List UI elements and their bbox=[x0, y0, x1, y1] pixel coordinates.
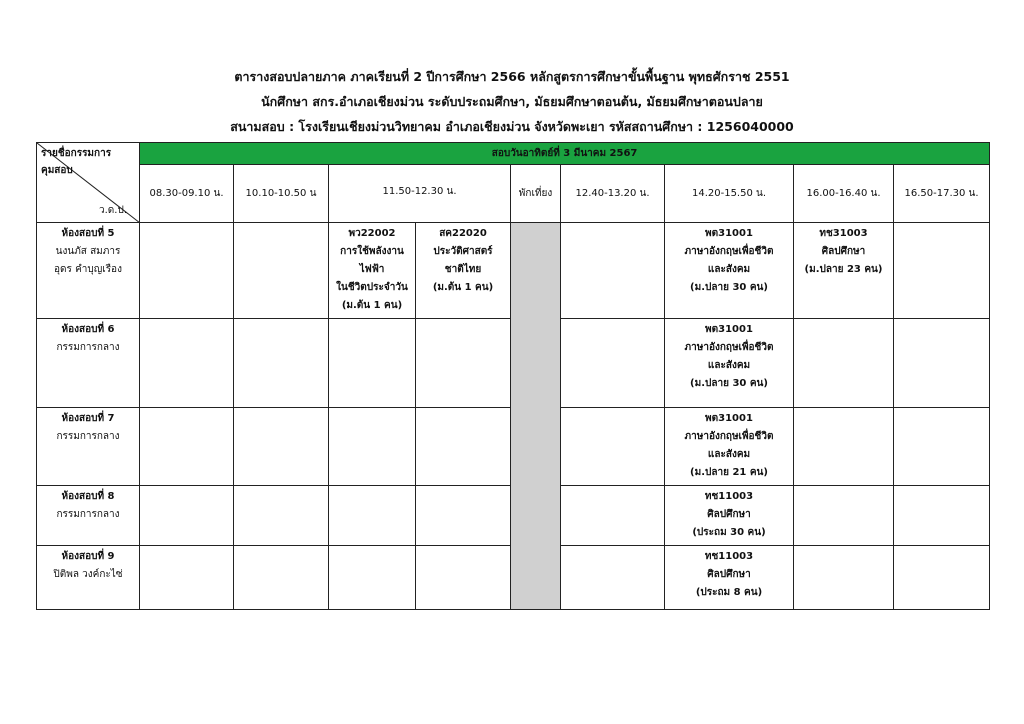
exam-cell bbox=[665, 546, 794, 610]
exam-cell bbox=[665, 319, 794, 408]
empty-cell bbox=[794, 408, 894, 486]
empty-cell bbox=[894, 319, 990, 408]
exam-schedule-table bbox=[36, 142, 990, 610]
exam-count: (ประถม 30 คน) bbox=[692, 527, 766, 538]
room-cell bbox=[37, 408, 140, 486]
proctor-name: อุดร คำบุญเรือง bbox=[54, 264, 122, 275]
empty-cell bbox=[234, 319, 329, 408]
slot-header: 08.30-09.10 น. bbox=[140, 165, 234, 223]
exam-count: (ม.ปลาย 30 คน) bbox=[690, 378, 768, 389]
lunch-header: พักเที่ยง bbox=[511, 165, 561, 223]
empty-cell bbox=[794, 486, 894, 546]
room-name: ห้องสอบที่ 8 bbox=[61, 491, 115, 502]
slot-header: 11.50-12.30 น. bbox=[329, 165, 511, 223]
empty-cell bbox=[140, 546, 234, 610]
table-row bbox=[37, 223, 990, 319]
empty-cell bbox=[894, 546, 990, 610]
empty-cell bbox=[234, 546, 329, 610]
exam-cell bbox=[329, 223, 416, 319]
empty-cell bbox=[329, 319, 416, 408]
proctor-name: กรรมการกลาง bbox=[56, 509, 120, 520]
empty-cell bbox=[561, 546, 665, 610]
empty-cell bbox=[140, 319, 234, 408]
room-name: ห้องสอบที่ 9 bbox=[61, 551, 115, 562]
exam-subject-line: และสังคม bbox=[707, 360, 751, 371]
empty-cell bbox=[416, 319, 511, 408]
exam-cell bbox=[794, 223, 894, 319]
exam-subject-line: ชาติไทย bbox=[444, 264, 482, 275]
exam-code: ทช11003 bbox=[704, 491, 754, 502]
empty-cell bbox=[894, 408, 990, 486]
exam-count: (ม.ต้น 1 คน) bbox=[432, 282, 494, 293]
empty-cell bbox=[140, 408, 234, 486]
proctor-name: กรรมการกลาง bbox=[56, 431, 120, 442]
room-cell bbox=[37, 546, 140, 610]
exam-code: พต31001 bbox=[705, 228, 753, 239]
exam-count: (ม.ปลาย 30 คน) bbox=[690, 282, 768, 293]
empty-cell bbox=[140, 223, 234, 319]
exam-subject-line: ภาษาอังกฤษเพื่อชีวิต bbox=[684, 246, 774, 257]
slot-header: 16.00-16.40 น. bbox=[794, 165, 894, 223]
exam-cell bbox=[665, 486, 794, 546]
corner-label-date: ว.ด.ป. bbox=[99, 205, 127, 216]
header-students-line: นักศึกษา สกร.อำเภอเชียงม่วน ระดับประถมศึกษา, มัธยมศึกษาตอนต้น, มัธยมศึกษาตอนปลาย bbox=[261, 94, 763, 109]
exam-subject-line: การใช้พลังงาน bbox=[340, 246, 404, 257]
exam-count: (ประถม 8 คน) bbox=[695, 587, 763, 598]
slot-header: 16.50-17.30 น. bbox=[894, 165, 990, 223]
exam-subject-line: ศิลปศึกษา bbox=[707, 509, 751, 520]
empty-cell bbox=[894, 486, 990, 546]
proctor-name: ปิติพล วงค์กะไซ่ bbox=[53, 569, 123, 580]
empty-cell bbox=[561, 408, 665, 486]
room-name: ห้องสอบที่ 6 bbox=[61, 324, 115, 335]
day-header: สอบวันอาทิตย์ที่ 3 มีนาคม 2567 bbox=[140, 143, 990, 165]
corner-label-proctors: รายชื่อกรรมการ bbox=[41, 148, 112, 159]
slot-header: 12.40-13.20 น. bbox=[561, 165, 665, 223]
empty-cell bbox=[329, 486, 416, 546]
exam-subject-line: และสังคม bbox=[707, 264, 751, 275]
empty-cell bbox=[561, 319, 665, 408]
lunch-break-band bbox=[511, 223, 561, 610]
room-cell bbox=[37, 486, 140, 546]
empty-cell bbox=[794, 319, 894, 408]
empty-cell bbox=[416, 408, 511, 486]
room-cell bbox=[37, 223, 140, 319]
exam-code: สค22020 bbox=[439, 228, 487, 239]
exam-cell bbox=[416, 223, 511, 319]
exam-count: (ม.ต้น 1 คน) bbox=[341, 300, 403, 311]
document-header bbox=[0, 64, 1024, 139]
slot-header: 10.10-10.50 น bbox=[234, 165, 329, 223]
exam-subject-line: ไฟฟ้า bbox=[359, 264, 385, 275]
corner-header-cell bbox=[37, 143, 140, 223]
empty-cell bbox=[561, 486, 665, 546]
room-name: ห้องสอบที่ 7 bbox=[61, 413, 115, 424]
empty-cell bbox=[416, 486, 511, 546]
exam-subject-line: ภาษาอังกฤษเพื่อชีวิต bbox=[684, 342, 774, 353]
empty-cell bbox=[416, 546, 511, 610]
slot-header: 14.20-15.50 น. bbox=[665, 165, 794, 223]
exam-count: (ม.ปลาย 23 คน) bbox=[804, 264, 883, 275]
exam-subject-line: ภาษาอังกฤษเพื่อชีวิต bbox=[684, 431, 774, 442]
room-cell bbox=[37, 319, 140, 408]
empty-cell bbox=[329, 408, 416, 486]
header-venue-line: สนามสอบ : โรงเรียนเชียงม่วนวิทยาคม อำเภอเชียงม่วน จังหวัดพะเยา รหัสสถานศึกษา : 1256040000 bbox=[230, 119, 794, 134]
exam-cell bbox=[665, 223, 794, 319]
exam-subject-line: ศิลปศึกษา bbox=[821, 246, 866, 257]
exam-code: ทช31003 bbox=[819, 228, 868, 239]
empty-cell bbox=[794, 546, 894, 610]
empty-cell bbox=[234, 408, 329, 486]
exam-code: พต31001 bbox=[705, 413, 753, 424]
proctor-name: กรรมการกลาง bbox=[56, 342, 120, 353]
empty-cell bbox=[234, 223, 329, 319]
exam-subject-line: และสังคม bbox=[707, 449, 751, 460]
exam-subject-line: ศิลปศึกษา bbox=[707, 569, 751, 580]
header-title-line: ตารางสอบปลายภาค ภาคเรียนที่ 2 ปีการศึกษา 2566 หลักสูตรการศึกษาขั้นพื้นฐาน พุทธศักราช 2551 bbox=[234, 69, 790, 84]
empty-cell bbox=[561, 223, 665, 319]
empty-cell bbox=[329, 546, 416, 610]
room-name: ห้องสอบที่ 5 bbox=[61, 228, 115, 239]
exam-code: พว22002 bbox=[348, 228, 396, 239]
exam-subject-line: ประวัติศาสตร์ bbox=[433, 246, 493, 257]
empty-cell bbox=[894, 223, 990, 319]
exam-cell bbox=[665, 408, 794, 486]
exam-code: ทช11003 bbox=[704, 551, 754, 562]
corner-label-proctors-2: คุมสอบ bbox=[41, 165, 73, 176]
proctor-name: นงนภัส สมภาร bbox=[55, 246, 121, 257]
exam-subject-line: ในชีวิตประจำวัน bbox=[336, 282, 408, 293]
exam-count: (ม.ปลาย 21 คน) bbox=[690, 467, 768, 478]
empty-cell bbox=[234, 486, 329, 546]
exam-code: พต31001 bbox=[705, 324, 753, 335]
empty-cell bbox=[140, 486, 234, 546]
